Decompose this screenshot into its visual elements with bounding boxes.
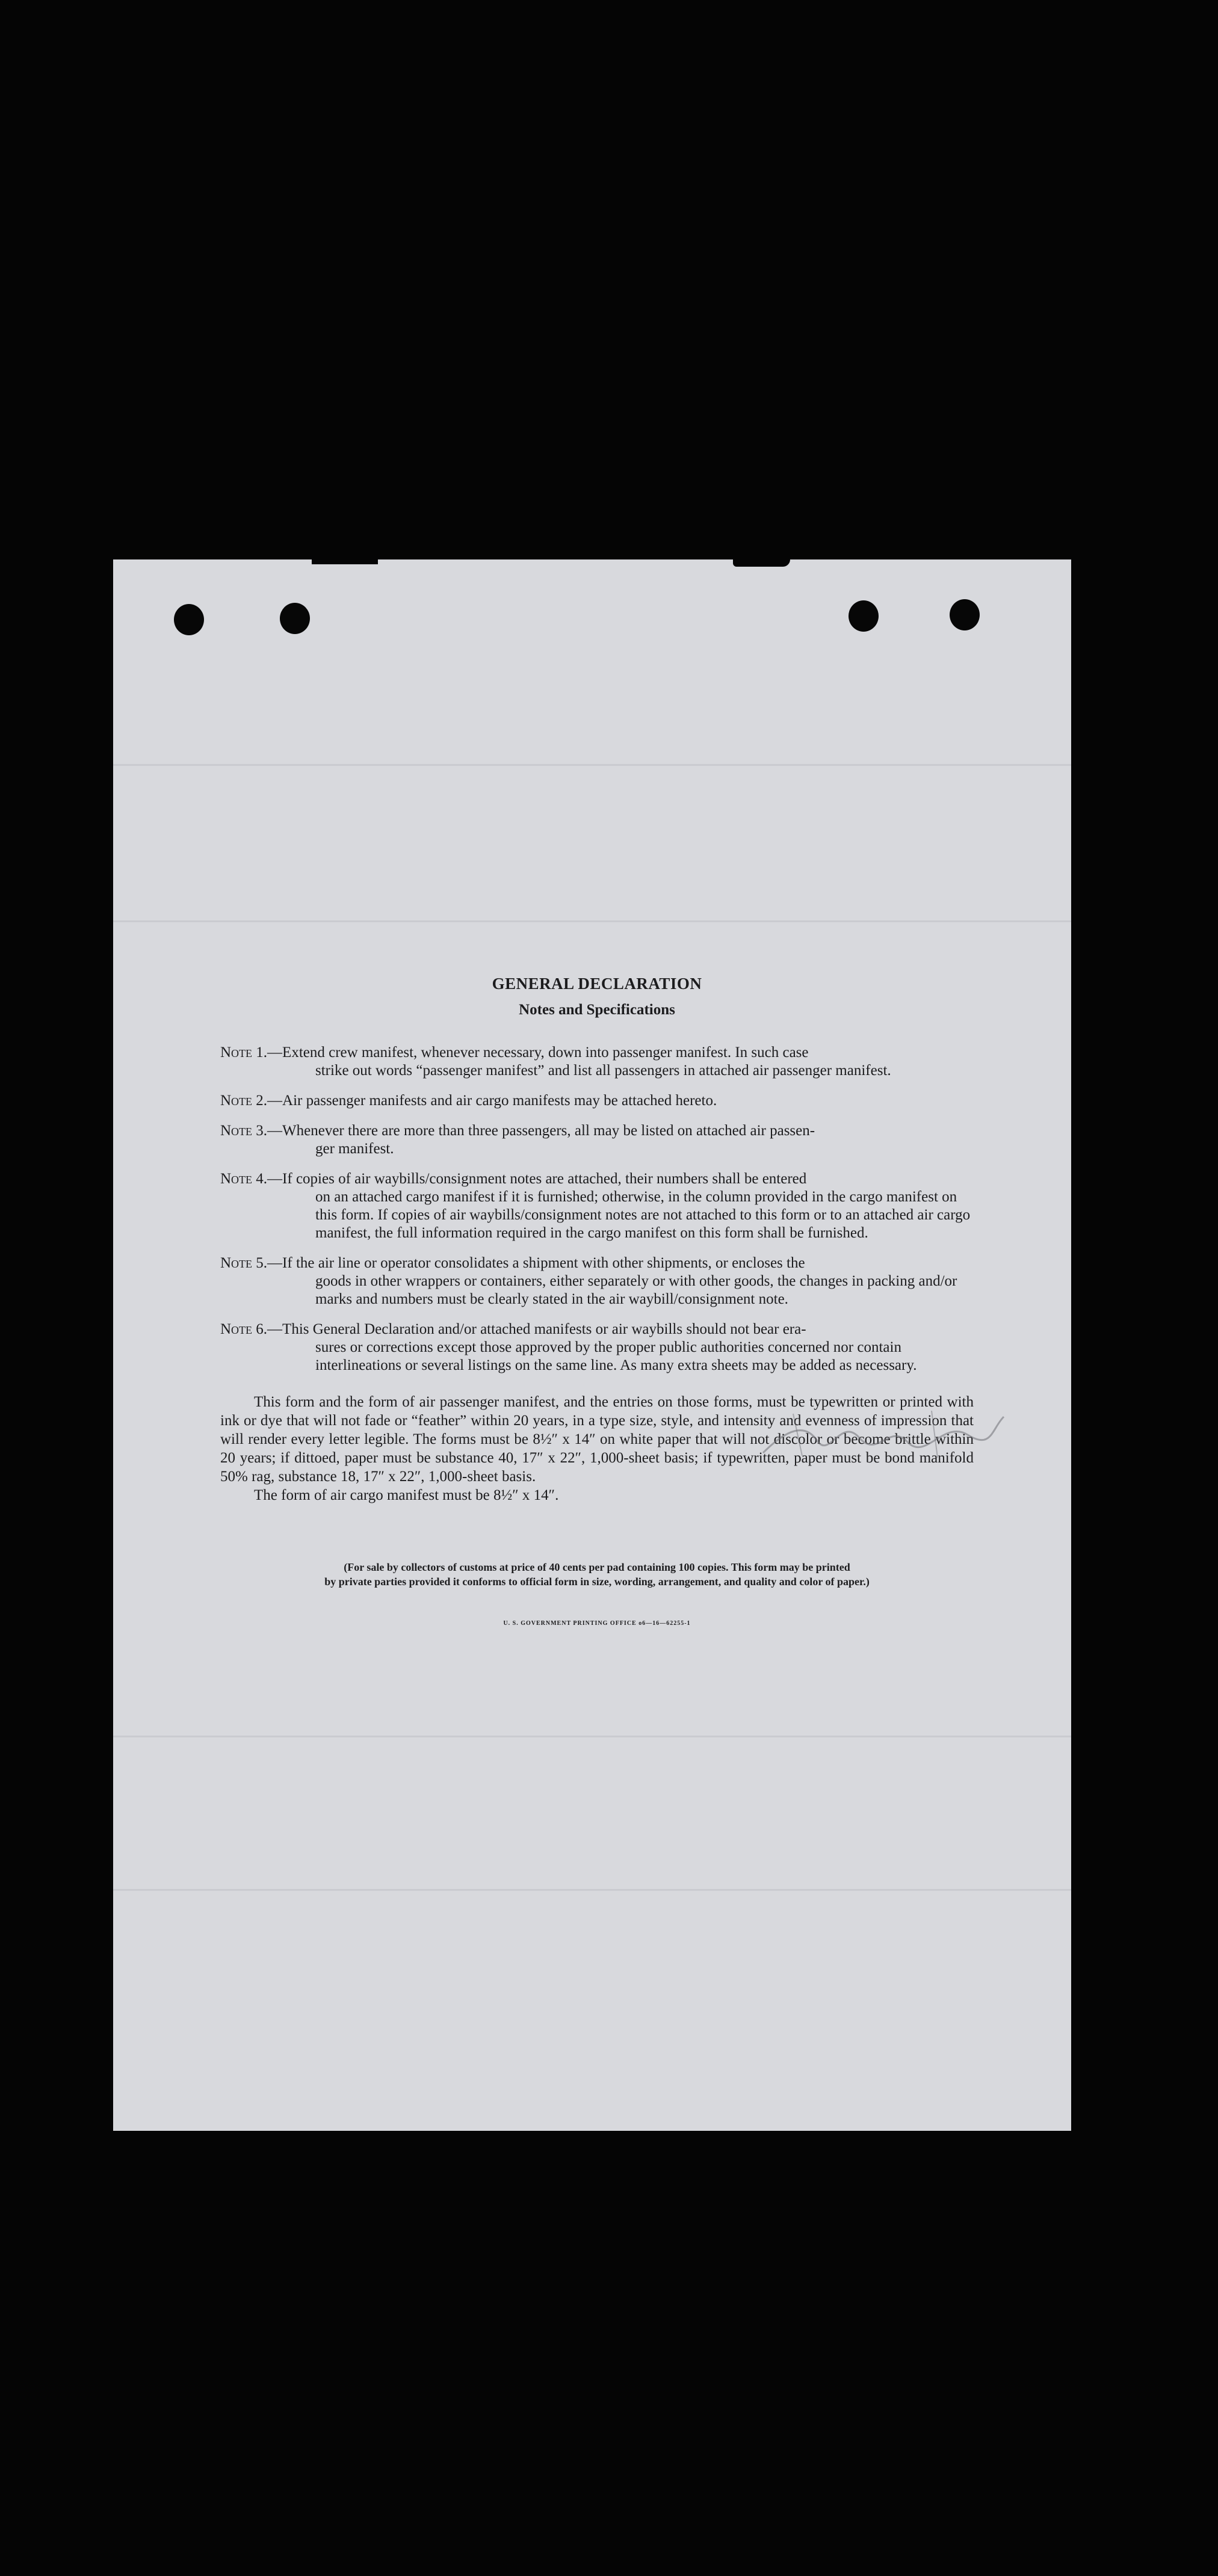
note-label: Note 6. (220, 1321, 268, 1337)
show-through-line (113, 764, 1071, 766)
note-1 (220, 1044, 974, 1080)
note-label: Note 5. (220, 1255, 268, 1271)
document-title: GENERAL DECLARATION (492, 975, 702, 993)
torn-edge (733, 559, 790, 567)
signature-bleed (751, 1405, 1010, 1462)
note-text: ger manifest. (315, 1141, 394, 1157)
show-through-line (113, 920, 1071, 922)
note-6 (220, 1320, 974, 1375)
note-2 (220, 1092, 974, 1110)
specification-paragraph-last: The form of air cargo manifest must be 8½″ x 14″. (254, 1487, 559, 1503)
note-label: Note 4. (220, 1171, 268, 1187)
note-text: —This General Declaration and/or attached manifests or air waybills should not bear era- (267, 1321, 806, 1337)
sale-note (220, 1560, 974, 1589)
show-through-line (113, 1736, 1071, 1737)
note-text: on an attached cargo manifest if it is furnished; otherwise, in the column provided in the cargo manifest on this form. If copies of air waybills/consignment notes are not attached to this form or to an attached air cargo manifest, the full information required in the cargo manifest on this form shall be furnished. (315, 1189, 971, 1241)
note-text: —If copies of air waybills/consignment notes are attached, their numbers shall be entered (267, 1171, 807, 1187)
specification-paragraph: This form and the form of air passenger manifest, and the entries on those forms, must be typewritten or printed with ink or dye that will not fade or “feather” within 20 years, in a type size, style, and intensity and evenness of impression that will render every letter legible. The forms must be 8½″ x 14″ on white paper that will not discolor or become brittle within 20 years; if dittoed, paper must be substance 40, 17″ x 22″, 1,000-sheet basis; if typewritten, paper must be bond manifold 50% rag, substance 18, 17″ x 22″, 1,000-sheet basis. (220, 1394, 974, 1485)
document-subtitle: Notes and Specifications (519, 1002, 675, 1018)
punch-hole (950, 599, 980, 630)
note-text: strike out words “passenger manifest” and list all passengers in attached air passenger manifest. (315, 1062, 891, 1079)
note-text: sures or corrections except those approved by the proper public authorities concerned nor contain interlineations or several listings on the same line. As many extra sheets may be added as necessary. (315, 1339, 917, 1373)
note-4 (220, 1170, 974, 1242)
sale-note-line: (For sale by collectors of customs at price of 40 cents per pad containing 100 copies. This form may be printed (344, 1561, 850, 1573)
note-label: Note 1. (220, 1044, 268, 1061)
torn-edge (312, 559, 378, 564)
note-text: —Whenever there are more than three passengers, all may be listed on attached air passen- (267, 1123, 815, 1139)
note-5 (220, 1254, 974, 1308)
printing-office-imprint: U. S. GOVERNMENT PRINTING OFFICE o6—16—62255-1 (503, 1620, 691, 1627)
note-text: goods in other wrappers or containers, either separately or with other goods, the changes in packing and/or marks and numbers must be clearly stated in the air waybill/consignment note. (315, 1273, 957, 1307)
note-3 (220, 1122, 974, 1158)
document-page (113, 559, 1071, 2131)
note-label: Note 2. (220, 1092, 268, 1109)
note-text: —Air passenger manifests and air cargo manifests may be attached hereto. (267, 1092, 717, 1109)
note-text: —If the air line or operator consolidates a shipment with other shipments, or encloses the (267, 1255, 805, 1271)
show-through-line (113, 1889, 1071, 1891)
sale-note-line: by private parties provided it conforms to official form in size, wording, arrangement, and quality and color of paper.) (324, 1576, 870, 1588)
notes-section (220, 975, 974, 1627)
punch-hole (174, 604, 204, 635)
note-label: Note 3. (220, 1123, 268, 1139)
punch-hole (849, 600, 879, 632)
note-text: —Extend crew manifest, whenever necessary, down into passenger manifest. In such case (267, 1044, 809, 1061)
punch-hole (280, 603, 310, 634)
